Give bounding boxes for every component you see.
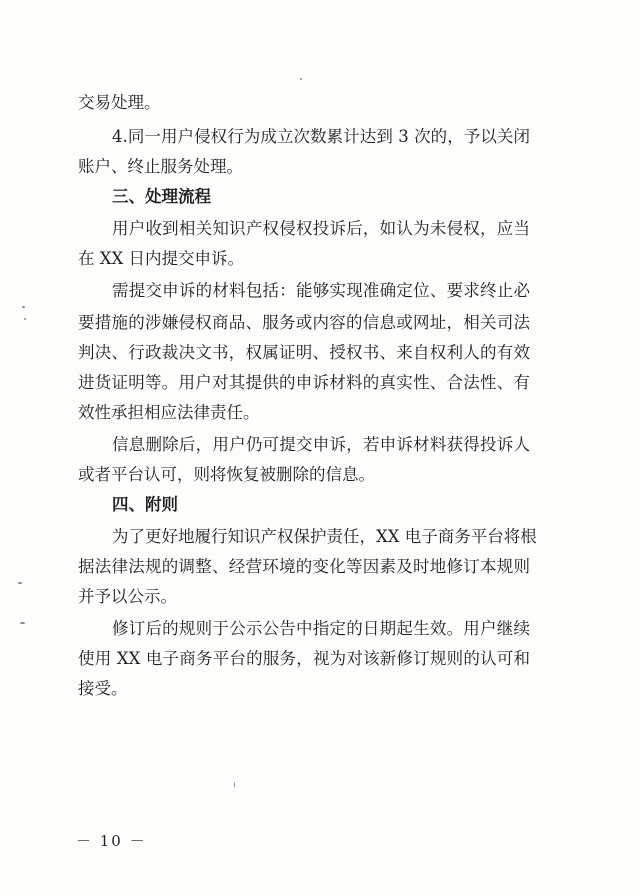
text-line: 并予以公示。: [78, 587, 177, 606]
text-line: 账户、终止服务处理。: [78, 157, 243, 176]
text-line: 效性承担相应法律责任。: [78, 403, 260, 422]
scan-speck: [234, 782, 235, 788]
text-line: 交易处理。: [78, 93, 161, 112]
text-line: 在 XX 日内提交申诉。: [78, 249, 244, 268]
text-line: 要措施的涉嫌侵权商品、服务或内容的信息或网址，相关司法: [78, 313, 530, 332]
section-heading: 四、附则: [112, 495, 178, 514]
text-line: 修订后的规则于公示公告中指定的日期起生效。用户继续: [112, 619, 530, 638]
scan-speck: [18, 582, 22, 584]
text-line: 接受。: [78, 679, 128, 698]
scan-speck: [22, 306, 25, 308]
section-heading: 三、处理流程: [112, 187, 211, 206]
page-number: － 10 －: [76, 832, 147, 850]
text-line: 进货证明等。用户对其提供的申诉材料的真实性、合法性、有: [78, 373, 530, 392]
text-line: 据法律法规的调整、经营环境的变化等因素及时地修订本规则: [78, 557, 530, 576]
text-line: 4.同一用户侵权行为成立次数累计达到 3 次的，予以关闭: [112, 127, 530, 146]
text-line: 判决、行政裁决文书，权属证明、授权书、来自权利人的有效: [78, 343, 530, 362]
text-line: 用户收到相关知识产权侵权投诉后，如认为未侵权，应当: [112, 219, 530, 238]
text-line: 或者平台认可，则将恢复被删除的信息。: [78, 465, 375, 484]
text-line: 需提交申诉的材料包括：能够实现准确定位、要求终止必: [112, 281, 530, 300]
text-line: 使用 XX 电子商务平台的服务，视为对该新修订规则的认可和: [78, 649, 530, 668]
text-line: 信息删除后，用户仍可提交申诉，若申诉材料获得投诉人: [112, 435, 530, 454]
scan-speck: [20, 622, 25, 624]
text-line: 为了更好地履行知识产权保护责任，XX 电子商务平台将根: [112, 527, 537, 546]
scan-speck: [300, 78, 302, 80]
scan-speck: [24, 318, 26, 320]
